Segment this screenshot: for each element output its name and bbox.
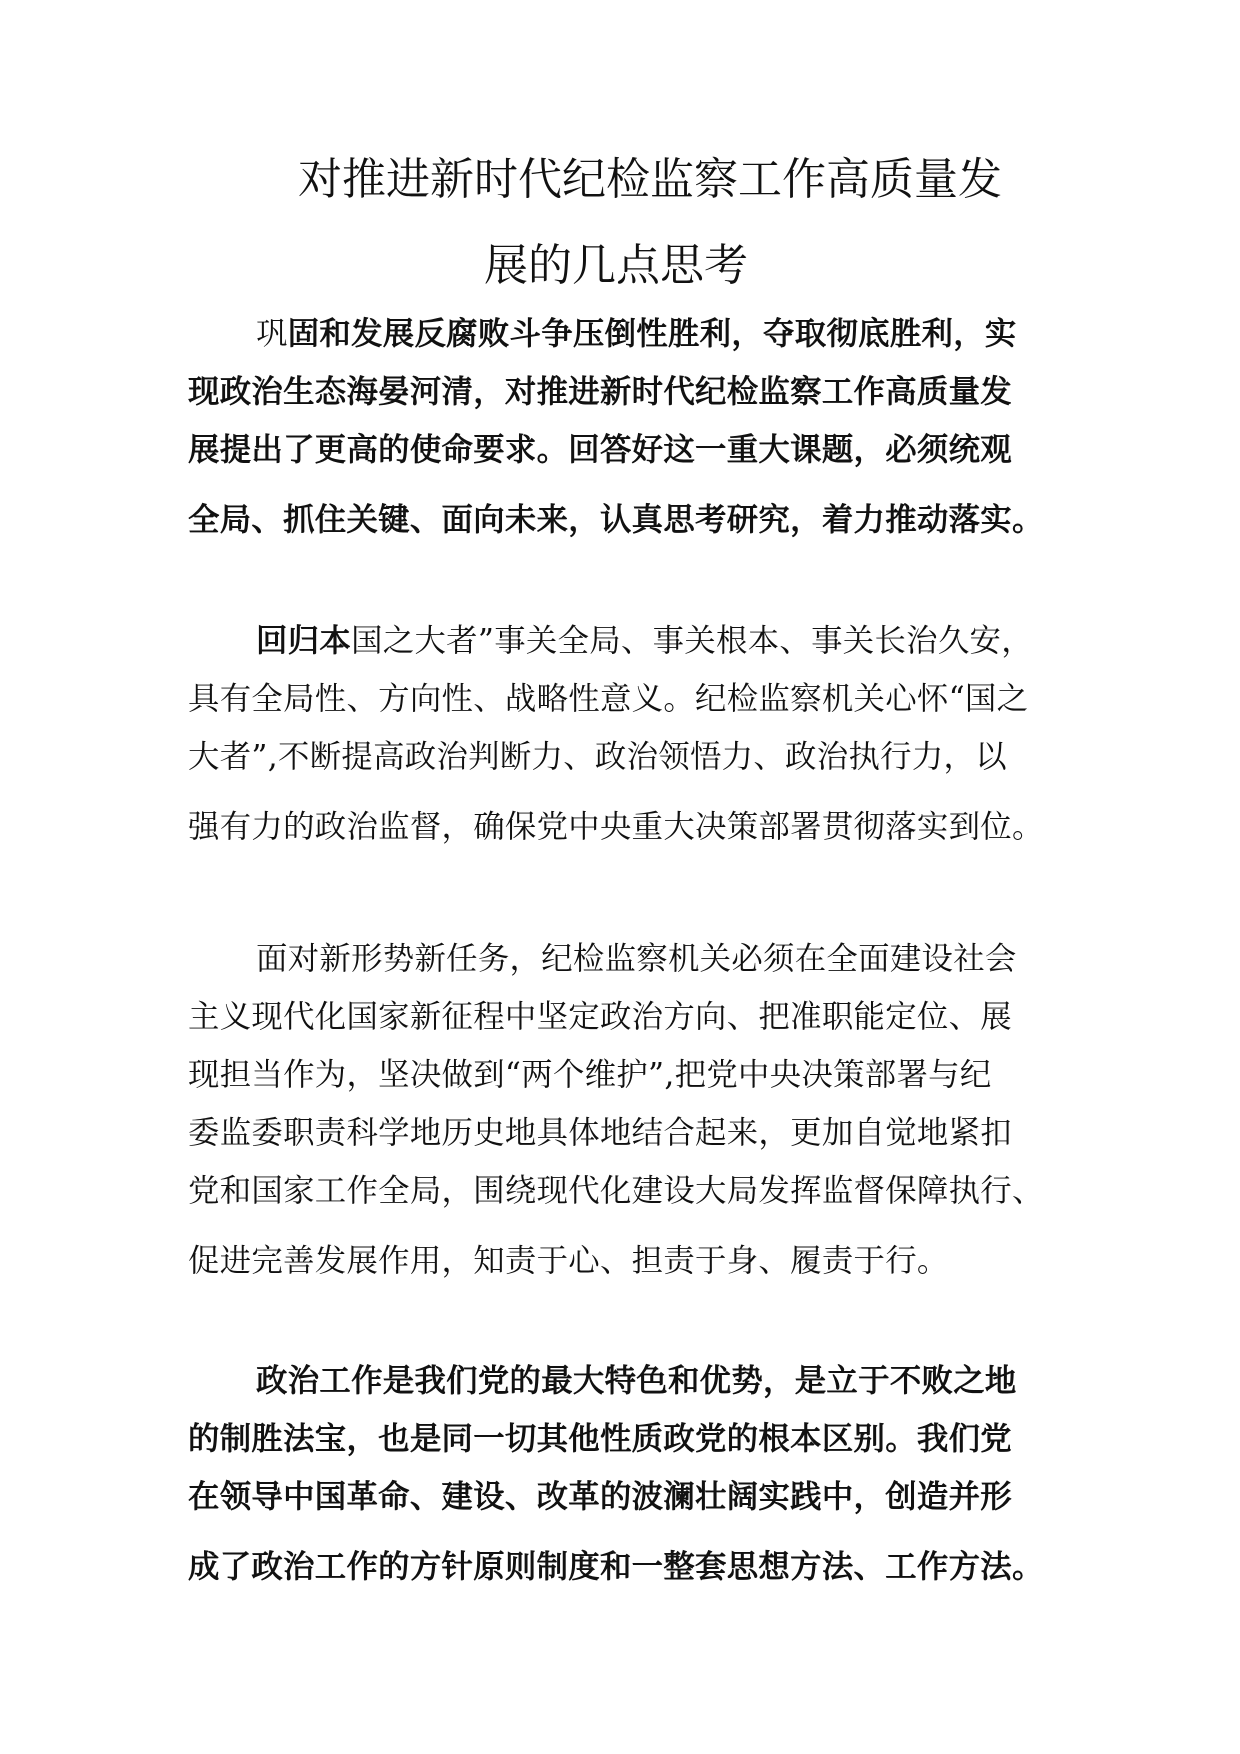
paragraph-line: 的制胜法宝，也是同一切其他性质政党的根本区别。我们党 — [188, 1421, 1012, 1457]
paragraph-line: 主义现代化国家新征程中坚定政治方向、把准职能定位、展 — [188, 999, 1012, 1035]
paragraph-line: 党和国家工作全局，围绕现代化建设大局发挥监督保障执行、 — [188, 1173, 1044, 1209]
paragraph-lead: 回归本 — [256, 623, 352, 659]
paragraph-4 — [188, 1352, 1058, 1596]
paragraph-line: 面对新形势新任务，纪检监察机关必须在全面建设社会 — [256, 941, 1017, 977]
paragraph-line: 强有力的政治监督，确保党中央重大决策部署贯彻落实到位。 — [188, 809, 1044, 845]
paragraph-line: 具有全局性、方向性、战略性意义。纪检监察机关心怀“国之 — [188, 681, 1029, 717]
paragraph-line: 成了政治工作的方针原则制度和一整套思想方法、工作方法。 — [188, 1549, 1044, 1585]
paragraph-2 — [188, 612, 1058, 856]
document-title-line-2: 展的几点思考 — [484, 240, 748, 291]
paragraph-line — [188, 612, 1058, 670]
paragraph-1 — [188, 305, 1058, 549]
paragraph-text: 国之大者”事关全局、事关根本、事关长治久安， — [351, 623, 1033, 659]
paragraph-line: 展提出了更高的使命要求。回答好这一重大课题，必须统观 — [188, 432, 1012, 468]
paragraph-line: 政治工作是我们党的最大特色和优势，是立于不败之地 — [256, 1363, 1017, 1399]
paragraph-3 — [188, 930, 1058, 1290]
paragraph-text: 固和发展反腐败斗争压倒性胜利，夺取彻底胜利，实 — [287, 316, 1017, 352]
paragraph-line: 现政治生态海晏河清，对推进新时代纪检监察工作高质量发 — [188, 374, 1012, 410]
paragraph-line — [188, 305, 1058, 363]
paragraph-lead: 巩 — [256, 316, 288, 352]
paragraph-line: 委监委职责科学地历史地具体地结合起来，更加自觉地紧扣 — [188, 1115, 1012, 1151]
paragraph-line: 现担当作为，坚决做到“两个维护”,把党中央决策部署与纪 — [188, 1057, 992, 1093]
paragraph-line: 大者”,不断提高政治判断力、政治领悟力、政治执行力，以 — [188, 739, 1007, 775]
paragraph-line: 促进完善发展作用，知责于心、担责于身、履责于行。 — [188, 1243, 949, 1279]
document-title-line-1: 对推进新时代纪检监察工作高质量发 — [298, 154, 1002, 205]
paragraph-line: 在领导中国革命、建设、改革的波澜壮阔实践中，创造并形 — [188, 1479, 1012, 1515]
paragraph-line: 全局、抓住关键、面向未来，认真思考研究，着力推动落实。 — [188, 502, 1044, 538]
